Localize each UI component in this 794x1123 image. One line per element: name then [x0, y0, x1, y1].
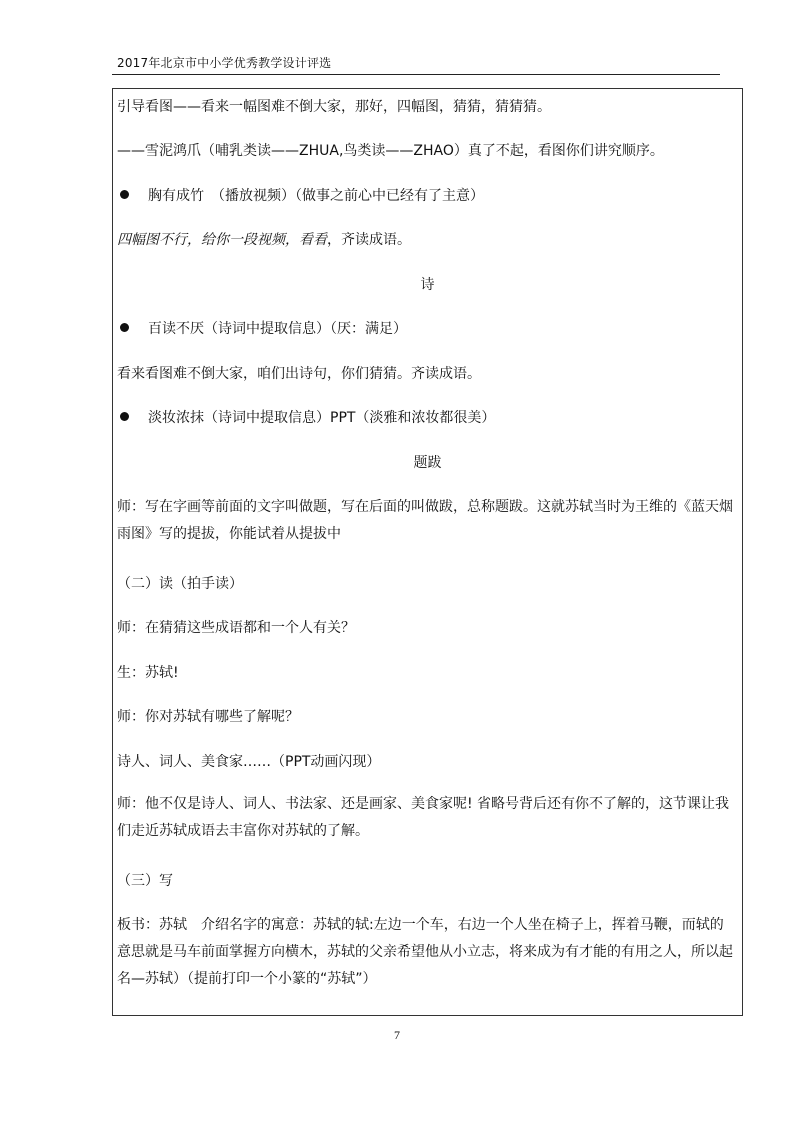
document-header-title: 2017年北京市中小学优秀教学设计评选 — [117, 56, 332, 70]
section-heading-read: （二）读（拍手读） — [117, 576, 243, 592]
paragraph-video-prompt — [117, 229, 733, 251]
header-divider — [112, 74, 720, 75]
bullet-item-xiongyouchengzhu — [117, 185, 733, 207]
bullet-icon — [120, 412, 129, 421]
paragraph-tiba-explanation: 师：写在字画等前面的文字叫做题，写在后面的叫做跋，总称题跋。这就苏轼当时为王维的《蓝天烟雨图》写的提拔，你能试着从提拔中 — [117, 499, 733, 542]
paragraph-xueni-hongzhua: ——雪泥鸿爪（哺乳类读——ZHUA,鸟类读——ZHAO）真了不起，看图你们讲究顺序。 — [117, 143, 664, 159]
bullet-text: 胸有成竹 （播放视频）（做事之前心中已经有了主意） — [148, 188, 484, 204]
paragraph-blackboard: 板书：苏轼 介绍名字的寓意：苏轼的轼:左边一个车，右边一个人坐在椅子上，挥着马鞭，而轼的意思就是马车前面掌握方向横木，苏轼的父亲希望他从小立志，将来成为有才能的有用之人，所以起名—苏轼）（提前打印一个小篆的“苏轼”） — [117, 917, 733, 987]
paragraph-teacher-explain: 师：他不仅是诗人、词人、书法家、还是画家、美食家呢! 省略号背后还有你不了解的，这节课让我们走近苏轼成语去丰富你对苏轼的了解。 — [117, 796, 730, 839]
paragraph-teacher-ask: 师：你对苏轼有哪些了解呢？ — [117, 709, 299, 725]
paragraph-guide-picture: 引导看图——看来一幅图难不倒大家，那好，四幅图，猜猜，猜猜猜。 — [117, 99, 551, 115]
bullet-text: 百读不厌（诗词中提取信息）（厌：满足） — [148, 321, 407, 337]
bullet-item-danzhuangnongmo — [117, 407, 733, 429]
bullet-item-baidubuyan — [117, 318, 733, 340]
section-heading-write: （三）写 — [117, 873, 173, 889]
bullet-icon — [120, 190, 129, 199]
normal-text: ，齐读成语。 — [327, 232, 411, 248]
section-heading-poem: 诗 — [420, 277, 435, 293]
page-number: 7 — [394, 1028, 400, 1042]
bullet-icon — [120, 323, 129, 332]
paragraph-teacher-question: 师：在猜猜这些成语都和一个人有关？ — [117, 620, 355, 636]
paragraph-ppt-animation: 诗人、词人、美食家……（PPT动画闪现） — [117, 754, 381, 770]
italic-text: 四幅图不行，给你一段视频，看看 — [117, 232, 327, 248]
section-heading-tiba: 题跋 — [413, 455, 442, 471]
bullet-text: 淡妆浓抹（诗词中提取信息）PPT（淡雅和浓妆都很美） — [148, 410, 496, 426]
paragraph-student-answer: 生：苏轼! — [117, 665, 179, 681]
paragraph-poem-guess: 看来看图难不倒大家，咱们出诗句，你们猜猜。齐读成语。 — [117, 366, 481, 382]
